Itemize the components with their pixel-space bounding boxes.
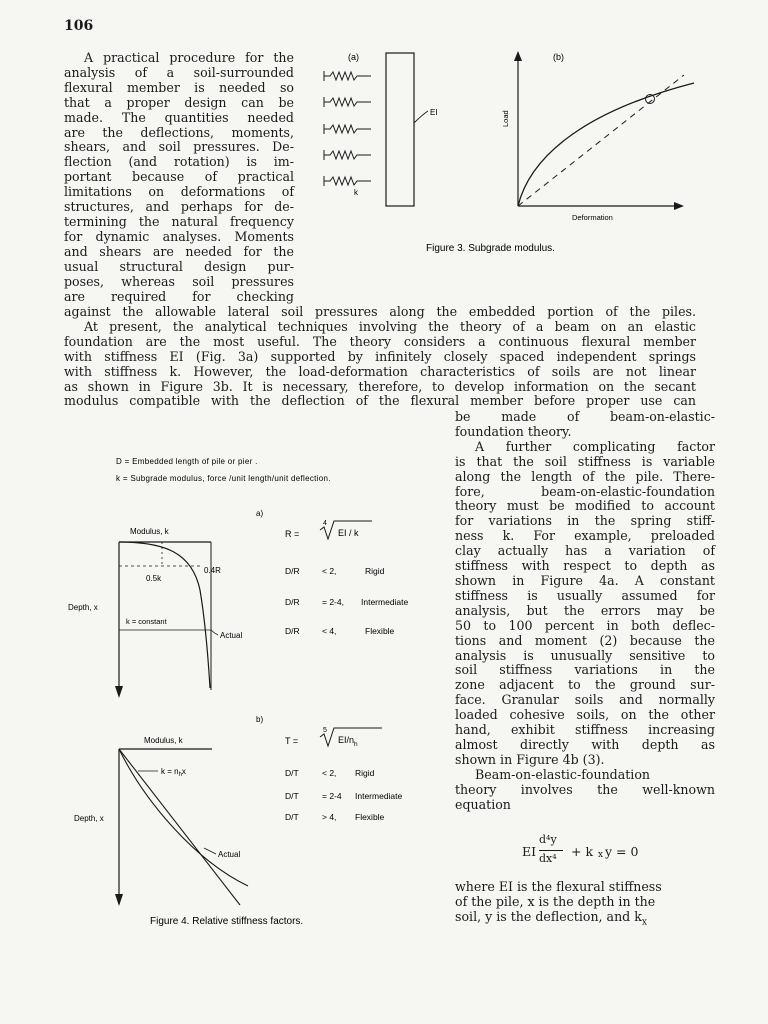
fig4b-actual: Actual — [218, 850, 241, 859]
text-line: made. The quantities needed — [64, 109, 294, 125]
equation-k: + k — [571, 844, 594, 859]
equation-lhs: EI — [522, 844, 537, 859]
text-line: theory must be modified to account — [455, 498, 715, 514]
text-line-content: soil, y is the deflection, and k — [455, 908, 642, 924]
fig4b-depth: Depth, x — [74, 814, 104, 823]
fig4a-r-index: 4 — [323, 520, 327, 527]
fig4a-label: a) — [256, 509, 264, 518]
fig3-springs — [324, 71, 371, 186]
text-line: that a proper design can be — [64, 94, 294, 110]
spring — [324, 150, 371, 160]
fig4b-row1-cond: < 2, — [322, 768, 337, 778]
equation — [522, 833, 682, 870]
text-line: 50 to 100 percent in both deflec- — [455, 617, 715, 633]
text-line: shown in Figure 4b (3). — [455, 751, 605, 767]
text-line: analysis, but the errors may be — [455, 602, 715, 618]
text-line: equation — [455, 796, 511, 812]
fig4a-row1-class: Rigid — [365, 566, 385, 576]
text-line: A practical procedure for the — [84, 50, 294, 65]
text-line: against the allowable lateral soil pressures along the embedded portion of the piles. — [64, 304, 696, 319]
text-line: usual structural design pur- — [64, 258, 294, 274]
closing-paragraph — [455, 880, 715, 930]
fig3-x-axis-label: Deformation — [572, 213, 613, 222]
text-line: analysis is unusually sensitive to — [455, 647, 715, 663]
fig3-load-curve — [518, 83, 694, 206]
text-line: theory involves the well-known — [455, 781, 715, 797]
text-line: for dynamic analyses. Moments — [64, 228, 294, 244]
text-line: limitations on deformations of — [64, 184, 294, 200]
text-line: modulus compatible with the deflection of the flexural member before proper use can — [64, 393, 696, 409]
text-line — [455, 880, 715, 895]
text-line: tions and moment (2) because the — [455, 632, 715, 648]
text-line: structures, and perhaps for de- — [64, 199, 294, 215]
fig4a-04r: 0.4R — [204, 566, 221, 575]
equation-fraction-bar — [539, 850, 563, 851]
text-line: with stiffness EI (Fig. 3a) supported by infinitely closely spaced independent springs — [64, 348, 696, 364]
text-line: stiffness is usually assumed for — [455, 587, 715, 603]
fig3-beam — [386, 53, 414, 206]
fig4a-05k: 0.5k — [146, 574, 162, 583]
body-paragraph — [64, 305, 696, 409]
text-line: almost directly with depth as — [455, 736, 715, 752]
text-line: flexural member is needed so — [64, 79, 294, 95]
text-line: clay actually has a variation of — [455, 543, 715, 559]
text-line: be made of beam-on-elastic- — [455, 409, 715, 424]
fig4a-rows — [285, 566, 409, 636]
fig4a-r-radicand: EI / k — [338, 528, 359, 538]
text-line: flection (and rotation) is im- — [64, 154, 294, 170]
text-line-content: where EI is the flexural stiffness — [455, 879, 662, 894]
fig4b-row2-cond: = 2-4 — [322, 791, 342, 801]
right-column-text — [455, 410, 715, 812]
fig4b-knh: $k = n_hx$ — [161, 767, 186, 778]
fig4b-row1-class: Rigid — [355, 768, 375, 778]
fig4a-row3-cond: < 4, — [322, 626, 337, 636]
text-line: stiffness with respect to depth as — [455, 558, 715, 574]
text-line: as shown in Figure 3b. It is necessary, therefore, to develop information on the secant — [64, 378, 696, 394]
fig4b-modulus-label: Modulus, k — [144, 736, 183, 745]
text-line: analysis of a soil-surrounded — [64, 64, 294, 80]
text-line: face. Granular soils and normally — [455, 692, 715, 708]
text-line: are the deflections, moments, — [64, 124, 294, 140]
text-line: along the length of the pile. There- — [455, 468, 715, 484]
fig4a-row1-cond: < 2, — [322, 566, 337, 576]
text-line: foundation theory. — [455, 423, 572, 439]
fig4b-row2-ratio: D/T — [285, 791, 299, 801]
spring — [324, 97, 371, 107]
fig4b-t-radicand: $EI/n_h$ — [338, 735, 358, 748]
fig4b-rows — [285, 768, 403, 822]
text-line: hand, exhibit stiffness increasing — [455, 722, 715, 738]
text-line: with stiffness k. However, the load-deformation characteristics of soils are not linear — [64, 363, 696, 379]
spring — [324, 124, 371, 134]
fig3-y-axis-label: Load — [501, 110, 510, 127]
text-line: Beam-on-elastic-foundation — [475, 766, 651, 782]
fig4a-actual-curve — [119, 542, 210, 688]
text-line: ness k. For example, preloaded — [455, 528, 715, 544]
fig4a-r-lhs: R = — [285, 529, 300, 539]
text-line: for variations in the spring stiff- — [455, 513, 715, 529]
text-line: is that the soil stiffness is variable — [455, 453, 715, 469]
fig3-label-a: (a) — [348, 52, 359, 62]
text-line: soil stiffness variations in the — [455, 662, 715, 678]
text-line: At present, the analytical techniques involving the theory of a beam on an elastic — [84, 318, 696, 334]
fig4b-row1-ratio: D/T — [285, 768, 299, 778]
text-line: are required for checking — [64, 288, 294, 304]
spring — [324, 71, 371, 81]
fig3-k-label: k — [354, 188, 358, 197]
fig4-def-d: D = Embedded length of pile or pier . — [116, 457, 258, 466]
fig4b-t-lhs: T = — [285, 736, 299, 746]
fig4b-t-index: 5 — [323, 727, 327, 734]
fig3-label-b: (b) — [553, 52, 564, 62]
fig3-ei-label: EI — [430, 108, 438, 117]
text-line: portant because of practical — [64, 169, 294, 185]
fig4a-depth: Depth, x — [68, 603, 98, 612]
fig4a-row2-cond: = 2-4, — [322, 597, 344, 607]
fig4b-label: b) — [256, 715, 264, 724]
text-line: shears, and soil pressures. De- — [64, 139, 294, 155]
fig4a-row2-ratio: D/R — [285, 597, 300, 607]
fig4b-row2-class: Intermediate — [355, 791, 403, 801]
intro-paragraph — [64, 51, 294, 304]
fig4b-row3-cond: > 4, — [322, 812, 337, 822]
text-line: A further complicating factor — [475, 438, 715, 454]
text-line: foundation are the most useful. The theory considers a continuous flexural member — [64, 333, 696, 349]
subscript: x — [641, 917, 647, 928]
equation-numerator: d⁴y — [539, 833, 557, 846]
text-line: loaded cohesive soils, on the other — [455, 707, 715, 723]
fig4b-row3-class: Flexible — [355, 812, 385, 822]
fig4-def-k: k = Subgrade modulus, force /unit length/unit deflection. — [116, 474, 331, 483]
equation-k-subscript: x — [598, 850, 604, 860]
fig3-secant-line — [518, 75, 684, 206]
page-number: 106 — [64, 18, 94, 34]
text-line: zone adjacent to the ground sur- — [455, 677, 715, 693]
fig4a-row3-ratio: D/R — [285, 626, 300, 636]
text-line — [455, 895, 715, 910]
text-line: and shears are needed for the — [64, 243, 294, 259]
equation-tail: y = 0 — [605, 844, 639, 859]
fig4a-row3-class: Flexible — [365, 626, 395, 636]
text-line-content: of the pile, x is the depth in the — [455, 893, 656, 909]
fig4a-actual: Actual — [220, 631, 243, 640]
spring — [324, 176, 371, 186]
fig4a-row2-class: Intermediate — [361, 597, 409, 607]
fig4b-row3-ratio: D/T — [285, 812, 299, 822]
fig4a-kconst: k = constant — [126, 617, 167, 626]
equation-denominator: dx⁴ — [539, 852, 557, 865]
fig4-caption: Figure 4. Relative stiffness factors. — [150, 916, 304, 927]
fig4a-row1-ratio: D/R — [285, 566, 300, 576]
text-line: termining the natural frequency — [64, 213, 294, 229]
fig3-caption: Figure 3. Subgrade modulus. — [426, 243, 555, 254]
figure-4 — [64, 450, 444, 935]
figure-3 — [310, 45, 710, 260]
text-line — [455, 910, 715, 930]
text-line: poses, whereas soil pressures — [64, 273, 294, 289]
text-line: shown in Figure 4a. A constant — [455, 572, 715, 588]
fig4a-modulus-label: Modulus, k — [130, 527, 169, 536]
text-line: fore, beam-on-elastic-foundation — [455, 483, 715, 499]
